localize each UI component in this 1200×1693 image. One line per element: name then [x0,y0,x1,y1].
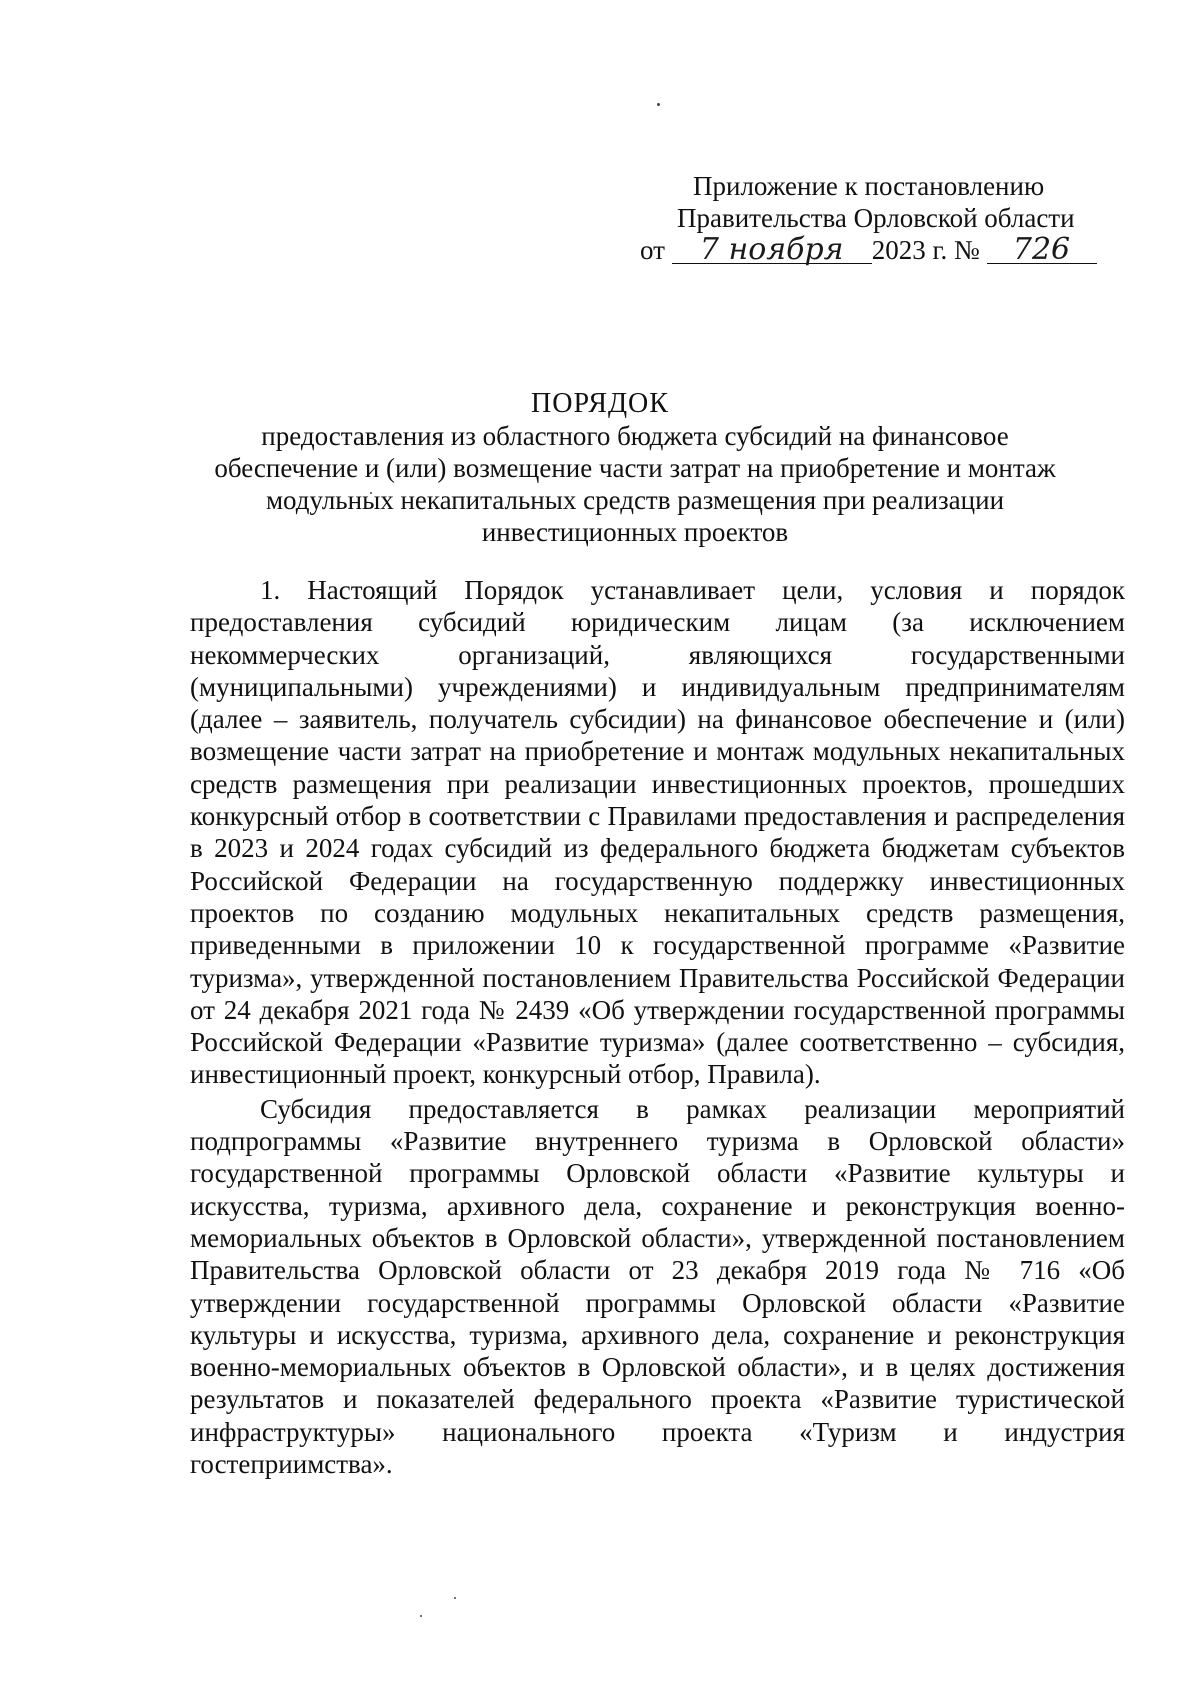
scan-speck [420,1615,422,1617]
scan-speck [454,1597,456,1599]
scan-speck [657,103,660,106]
document-subtitle [200,420,1070,548]
year-number-label: 2023 г. № [871,235,980,265]
paragraph-2: Субсидия предоставляется в рамках реализации мероприятий подпрограммы «Развитие внутреннего туризма в Орловской области» государственной программы Орловской области «Развитие культуры и искусства, туризма, архивного дела, сохранение и реконструкция военно-мемориальных объектов в Орловской области», утвержденной постановлением Правительства Орловской области от 23 декабря 2019 года № 716 «Об утверждении государственной программы Орловской области «Развитие культуры и искусства, туризма, архивного дела, сохранение и реконструкция военно-мемориальных объектов в Орловской области», и в целях достижения результатов и показателей федерального проекта «Развитие туристической инфраструктуры» национального проекта «Туризм и индустрия гостеприимства». [190,1093,1125,1480]
subtitle-line: инвестиционных проектов [481,517,789,547]
handwritten-date: 7 ноября [672,237,872,264]
date-prefix: от [640,235,665,265]
handwritten-number: 726 [987,237,1097,264]
document-body [190,574,1125,1480]
appendix-header [640,170,1080,266]
subtitle-line: обеспечение и (или) возмещение части затрат на приобретение и монтаж [214,453,1056,483]
document-title: ПОРЯДОК [531,388,669,419]
subtitle-line: модульных некапитальных средств размещения при реализации [265,485,1005,515]
paragraph-1: 1. Настоящий Порядок устанавливает цели, условия и порядок предоставления субсидий юридическим лицам (за исключением некоммерческих организаций, являющихся государственными (муниципальными) учреждениями) и индивидуальным предпринимателям (далее – заявитель, получатель субсидии) на финансовое обеспечение и (или) возмещение части затрат на приобретение и монтаж модульных некапитальных средств размещения при реализации инвестиционных проектов, прошедших конкурсный отбор в соответствии с Правилами предоставления и распределения в 2023 и 2024 годах субсидий из федерального бюджета бюджетам субъектов Российской Федерации на государственную поддержку инвестиционных проектов по созданию модульных некапитальных средств размещения, приведенными в приложении 10 к государственной программе «Развитие туризма», утвержденной постановлением Правительства Российской Федерации от 24 декабря 2021 года № 2439 «Об утверждении государственной программы Российской Федерации «Развитие туризма» (далее соответственно – субсидия, инвестиционный проект, конкурсный отбор, Правила). [190,575,1125,1090]
appendix-line-2: Правительства Орловской области [677,203,1075,233]
appendix-line-1: Приложение к постановлению [693,171,1045,201]
subtitle-line: предоставления из областного бюджета субсидий на финансовое [261,421,1009,451]
appendix-date-line [640,234,1080,266]
